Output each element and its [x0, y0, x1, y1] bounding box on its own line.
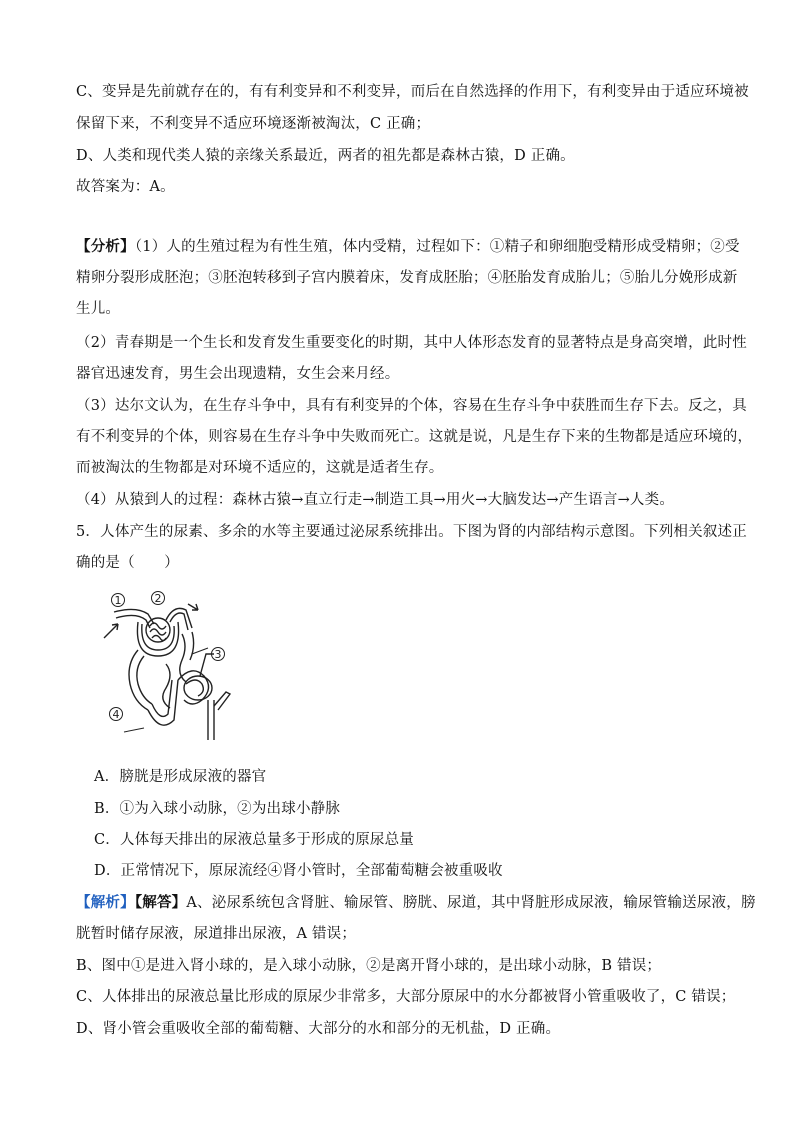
text-line: （2）青春期是一个生长和发育发生重要变化的时期，其中人体形态发育的显著特点是身高突增，此时性 — [76, 335, 747, 351]
figure-label-2: 2 — [154, 592, 162, 605]
answer-line: 故答案为：A。 — [76, 179, 175, 195]
text-line: D、肾小管会重吸收全部的葡萄糖、大部分的水和部分的无机盐，D 正确。 — [76, 1021, 561, 1037]
analysis-line — [76, 237, 756, 257]
option-c: C．人体每天排出的尿液总量多于形成的原尿总量 — [94, 832, 414, 848]
text-line: B、图中①是进入肾小球的，是入球小动脉，②是离开肾小球的，是出球小动脉，B 错误； — [76, 958, 662, 974]
jieda-tag: 【解答】 — [134, 894, 187, 911]
text-line: （4）从猿到人的过程：森林古猿→直立行走→制造工具→用火→大脑发达→产生语言→人类。 — [76, 492, 675, 508]
nephron-diagram — [96, 584, 246, 742]
solution-text: A、泌尿系统包含肾脏、输尿管、膀胱、尿道，其中肾脏形成尿液，输尿管输送尿液，膀 — [186, 895, 756, 911]
figure-label-4: 4 — [112, 708, 120, 721]
text-line: C、变异是先前就存在的，有有利变异和不利变异，而后在自然选择的作用下，有利变异由于适应环境被 — [76, 84, 749, 100]
analysis-text: （1）人的生殖过程为有性生殖，体内受精，过程如下：①精子和卵细胞受精形成受精卵；②受 — [134, 239, 740, 255]
jiexi-tag: 【解析】 — [76, 894, 135, 911]
text-line: 胱暂时储存尿液，尿道排出尿液，A 错误； — [76, 926, 357, 942]
text-line: 生儿。 — [76, 301, 121, 317]
text-line: 有不利变异的个体，则容易在生存斗争中失败而死亡。这就是说，凡是生存下来的生物都是适应环境的， — [76, 429, 753, 445]
analysis-tag: 【分析】 — [76, 238, 135, 255]
figure-label-1: 1 — [114, 594, 122, 607]
text-line: D、人类和现代类人猿的亲缘关系最近，两者的祖先都是森林古猿，D 正确。 — [76, 148, 575, 164]
option-a: A．膀胱是形成尿液的器官 — [94, 769, 267, 785]
solution-line — [76, 893, 756, 913]
text-line: 而被淘汰的生物都是对环境不适应的，这就是适者生存。 — [76, 460, 444, 476]
text-line: （3）达尔文认为，在生存斗争中，具有有利变异的个体，容易在生存斗争中获胜而生存下去。反之，具 — [76, 398, 747, 414]
question-stem: 确的是（ ） — [76, 555, 179, 571]
option-b: B．①为入球小动脉，②为出球小静脉 — [94, 801, 341, 817]
text-line: C、人体排出的尿液总量比形成的原尿少非常多，大部分原尿中的水分都被肾小管重吸收了，C 错误； — [76, 989, 736, 1005]
text-line: 精卵分裂形成胚泡；③胚泡转移到子宫内膜着床，发育成胚胎；④胚胎发育成胎儿；⑤胎儿分娩形成新 — [76, 270, 738, 286]
figure-label-3: 3 — [214, 648, 222, 661]
text-line: 器官迅速发育，男生会出现遗精，女生会来月经。 — [76, 366, 400, 382]
option-d: D．正常情况下，原尿流经④肾小管时，全部葡萄糖会被重吸收 — [94, 863, 503, 879]
text-line: 保留下来，不利变异不适应环境逐渐被淘汰，C 正确； — [76, 116, 431, 132]
question-stem: 5．人体产生的尿素、多余的水等主要通过泌尿系统排出。下图为肾的内部结构示意图。下列相关叙述正 — [76, 524, 747, 540]
